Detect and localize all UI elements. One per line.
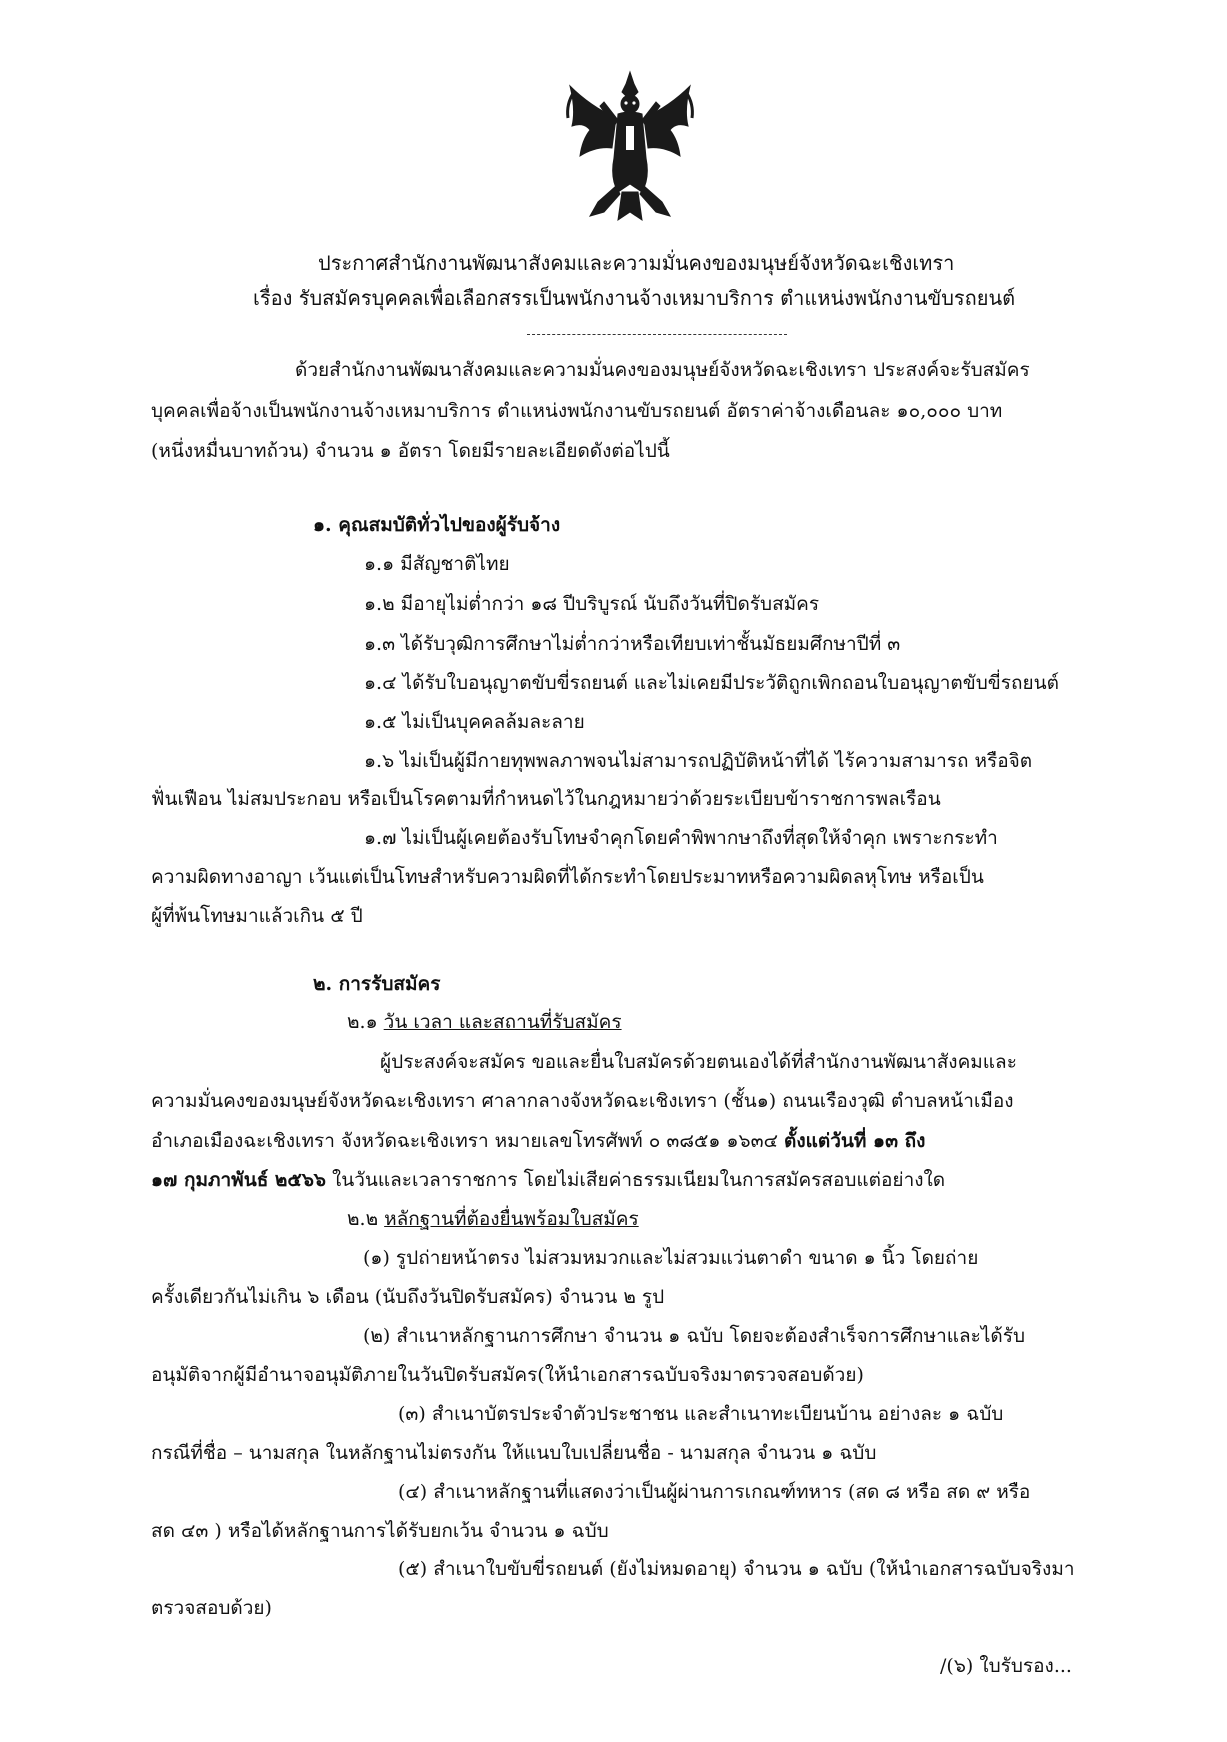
qualification-item: ๑.๑ มีสัญชาติไทย [364,553,510,575]
page-continuation: /(๖) ใบรับรอง... [940,1655,1072,1677]
title-divider [527,334,787,335]
qualification-item-continued: ความผิดทางอาญา เว้นแต่เป็นโทษสำหรับความผิดที่ได้กระทำโดยประมาทหรือความผิดลหุโทษ หรือเป็น [151,866,984,888]
subsection-2-2-heading: ๒.๒ หลักฐานที่ต้องยื่นพร้อมใบสมัคร [347,1208,639,1230]
qualification-item: ๑.๖ ไม่เป็นผู้มีกายทุพพลภาพจนไม่สามารถปฏิบัติหน้าที่ได้ ไร้ความสามารถ หรือจิต [364,750,1033,772]
intro-line-3: (หนึ่งหมื่นบาทถ้วน) จำนวน ๑ อัตรา โดยมีรายละเอียดดังต่อไปนี้ [151,440,670,462]
required-document-continued: สด ๔๓ ) หรือได้หลักฐานการได้รับยกเว้น จำนวน ๑ ฉบับ [151,1520,609,1542]
application-start-date: ตั้งแต่วันที่ ๑๓ ถึง [784,1130,926,1152]
required-document: (๓) สำเนาบัตรประจำตัวประชาชน และสำเนาทะเบียนบ้าน อย่างละ ๑ ฉบับ [398,1403,1004,1425]
qualification-item: ๑.๓ ได้รับวุฒิการศึกษาไม่ต่ำกว่าหรือเทียบเท่าชั้นมัธยมศึกษาปีที่ ๓ [364,633,901,655]
required-document-continued: ตรวจสอบด้วย) [151,1597,272,1619]
subsection-2-1-heading: ๒.๑ วัน เวลา และสถานที่รับสมัคร [347,1011,622,1033]
required-document-continued: กรณีที่ชื่อ – นามสกุล ในหลักฐานไม่ตรงกัน ให้แนบใบเปลี่ยนชื่อ - นามสกุล จำนวน ๑ ฉบับ [151,1442,877,1464]
section-1-heading: ๑. คุณสมบัติทั่วไปของผู้รับจ้าง [313,514,561,536]
qualification-item: ๑.๒ มีอายุไม่ต่ำกว่า ๑๘ ปีบริบูรณ์ นับถึงวันที่ปิดรับสมัคร [364,593,820,615]
qualification-item-continued: ฟั่นเฟือน ไม่สมประกอบ หรือเป็นโรคตามที่กำหนดไว้ในกฎหมายว่าด้วยระเบียบข้าราชการพลเรือน [151,788,941,810]
intro-line-2: บุคคลเพื่อจ้างเป็นพนักงานจ้างเหมาบริการ ตำแหน่งพนักงานขับรถยนต์ อัตราค่าจ้างเดือนละ ๑๐,๐๐๐ บาท [151,400,1003,422]
announcement-title: ประกาศสำนักงานพัฒนาสังคมและความมั่นคงของมนุษย์จังหวัดฉะเชิงเทรา [318,251,955,275]
application-place-line: ความมั่นคงของมนุษย์จังหวัดฉะเชิงเทรา ศาลากลางจังหวัดฉะเชิงเทรา (ชั้น๑) ถนนเรืองวุฒิ ตำบลหน้าเมือง [151,1090,1014,1112]
required-document-continued: ครั้งเดียวกันไม่เกิน ๖ เดือน (นับถึงวันปิดรับสมัคร) จำนวน ๒ รูป [151,1286,665,1308]
qualification-item: ๑.๔ ได้รับใบอนุญาตขับขี่รถยนต์ และไม่เคยมีประวัติถูกเพิกถอนใบอนุญาตขับขี่รถยนต์ [364,672,1059,694]
qualification-item: ๑.๗ ไม่เป็นผู้เคยต้องรับโทษจำคุกโดยคำพิพากษาถึงที่สุดให้จำคุก เพราะกระทำ [364,827,998,849]
required-document-continued: อนุมัติจากผู้มีอำนาจอนุมัติภายในวันปิดรับสมัคร(ให้นำเอกสารฉบับจริงมาตรวจสอบด้วย) [151,1364,864,1386]
required-document: (๑) รูปถ่ายหน้าตรง ไม่สวมหมวกและไม่สวมแว่นตาดำ ขนาด ๑ นิ้ว โดยถ่าย [363,1247,979,1269]
required-document: (๔) สำเนาหลักฐานที่แสดงว่าเป็นผู้ผ่านการเกณฑ์ทหาร (สด ๘ หรือ สด ๙ หรือ [398,1481,1031,1503]
intro-line-1: ด้วยสำนักงานพัฒนาสังคมและความมั่นคงของมนุษย์จังหวัดฉะเชิงเทรา ประสงค์จะรับสมัคร [295,359,1030,381]
application-place-line: อำเภอเมืองฉะเชิงเทรา จังหวัดฉะเชิงเทรา หมายเลขโทรศัพท์ ๐ ๓๘๕๑ ๑๖๓๔ ตั้งแต่วันที่ ๑๓ ถึง [151,1130,926,1152]
required-document: (๒) สำเนาหลักฐานการศึกษา จำนวน ๑ ฉบับ โดยจะต้องสำเร็จการศึกษาและได้รับ [363,1325,1026,1347]
application-end-date: ๑๗ กุมภาพันธ์ ๒๕๖๖ [151,1169,326,1191]
application-place-line: ผู้ประสงค์จะสมัคร ขอและยื่นใบสมัครด้วยตนเองได้ที่สำนักงานพัฒนาสังคมและ [380,1051,1017,1073]
application-place-line: ๑๗ กุมภาพันธ์ ๒๕๖๖ ในวันและเวลาราชการ โดยไม่เสียค่าธรรมเนียมในการสมัครสอบแต่อย่างใด [151,1169,946,1191]
garuda-emblem-icon [560,66,700,226]
required-document: (๕) สำเนาใบขับขี่รถยนต์ (ยังไม่หมดอายุ) จำนวน ๑ ฉบับ (ให้นำเอกสารฉบับจริงมา [398,1558,1075,1580]
announcement-subject: เรื่อง รับสมัครบุคคลเพื่อเลือกสรรเป็นพนักงานจ้างเหมาบริการ ตำแหน่งพนักงานขับรถยนต์ [253,286,1016,310]
qualification-item: ๑.๕ ไม่เป็นบุคคลล้มละลาย [364,711,585,733]
section-2-heading: ๒. การรับสมัคร [313,973,441,995]
qualification-item-continued: ผู้ที่พ้นโทษมาแล้วเกิน ๕ ปี [151,905,363,927]
